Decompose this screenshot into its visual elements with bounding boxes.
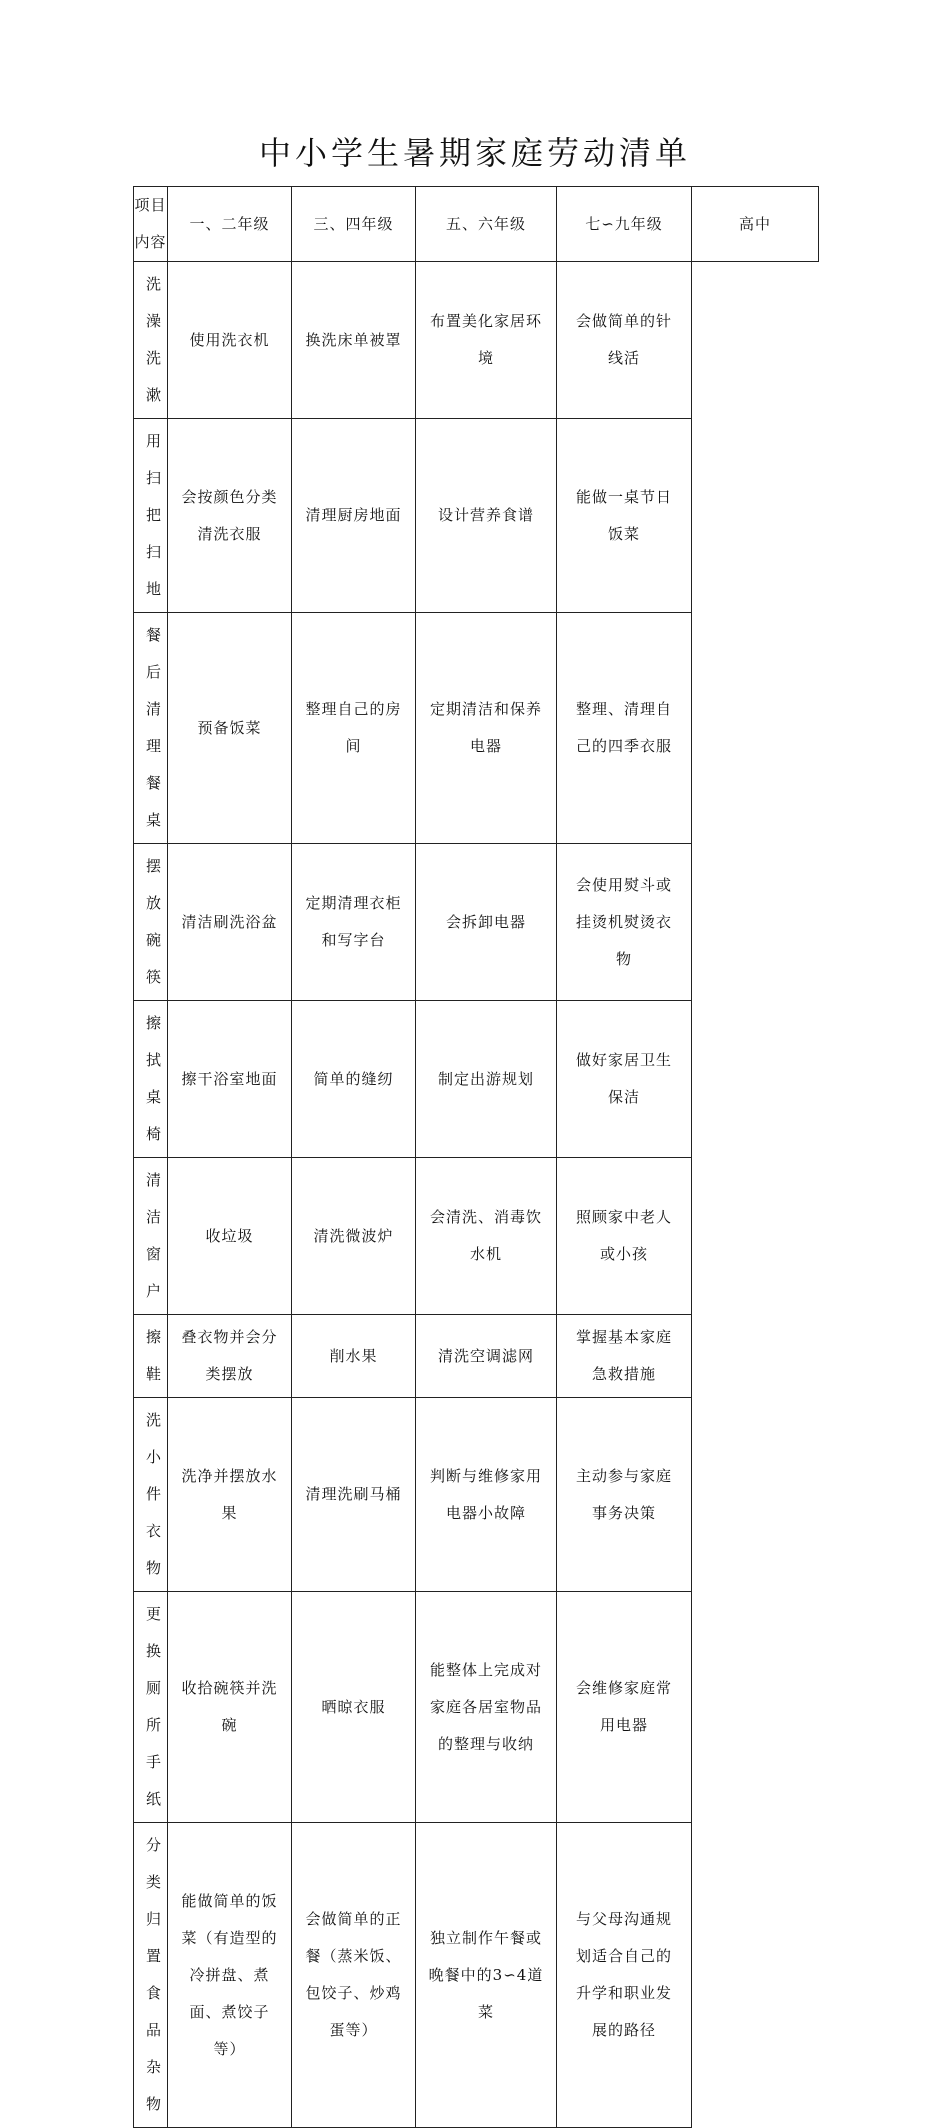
table-cell: 布置美化家居环境 — [416, 262, 557, 419]
table-cell: 削水果 — [292, 1315, 416, 1398]
table-cell: 擦干浴室地面 — [168, 1001, 292, 1158]
table-cell: 做好家居卫生保洁 — [557, 1001, 692, 1158]
table-row — [134, 1823, 819, 2128]
table-cell: 掌握基本家庭急救措施 — [557, 1315, 692, 1398]
table-cell: 洗澡洗漱 — [134, 262, 168, 419]
table-cell: 用扫把扫地 — [134, 419, 168, 613]
table-cell: 会做简单的针线活 — [557, 262, 692, 419]
table-cell: 清洗微波炉 — [292, 1158, 416, 1315]
table-cell: 会使用熨斗或挂烫机熨烫衣物 — [557, 844, 692, 1001]
table-cell: 清洗空调滤网 — [416, 1315, 557, 1398]
table-cell: 擦拭桌椅 — [134, 1001, 168, 1158]
table-row — [134, 1592, 819, 1823]
table-cell: 清理洗刷马桶 — [292, 1398, 416, 1592]
table-cell: 摆放碗筷 — [134, 844, 168, 1001]
table-cell: 能做简单的饭菜（有造型的冷拼盘、煮面、煮饺子等） — [168, 1823, 292, 2128]
header-grade-5-6: 五、六年级 — [416, 187, 557, 262]
table-cell: 会维修家庭常用电器 — [557, 1592, 692, 1823]
table-cell: 与父母沟通规划适合自己的升学和职业发展的路径 — [557, 1823, 692, 2128]
table-cell: 更换厕所手纸 — [134, 1592, 168, 1823]
table-cell: 会拆卸电器 — [416, 844, 557, 1001]
table-cell: 定期清理衣柜和写字台 — [292, 844, 416, 1001]
table-row — [134, 1315, 819, 1398]
header-high-school: 高中 — [692, 187, 819, 262]
table-cell: 预备饭菜 — [168, 613, 292, 844]
table-row — [134, 1158, 819, 1315]
table-cell: 整理自己的房间 — [292, 613, 416, 844]
table-cell: 洗净并摆放水果 — [168, 1398, 292, 1592]
table-cell: 会按颜色分类清洗衣服 — [168, 419, 292, 613]
table-cell: 清洁窗户 — [134, 1158, 168, 1315]
table-cell: 清洁刷洗浴盆 — [168, 844, 292, 1001]
table-row — [134, 419, 819, 613]
table-cell: 简单的缝纫 — [292, 1001, 416, 1158]
table-cell: 主动参与家庭事务决策 — [557, 1398, 692, 1592]
table-cell: 判断与维修家用电器小故障 — [416, 1398, 557, 1592]
table-row — [134, 613, 819, 844]
row-group-label: 项目内容 — [134, 196, 167, 251]
table-cell: 使用洗衣机 — [168, 262, 292, 419]
table-cell: 擦鞋 — [134, 1315, 168, 1398]
header-grade-1-2: 一、二年级 — [168, 187, 292, 262]
table-cell: 设计营养食谱 — [416, 419, 557, 613]
table-cell: 能做一桌节日饭菜 — [557, 419, 692, 613]
table-cell: 洗小件衣物 — [134, 1398, 168, 1592]
table-cell: 餐后清理餐桌 — [134, 613, 168, 844]
table-cell: 独立制作午餐或晚餐中的3∽4道菜 — [416, 1823, 557, 2128]
table-row — [134, 1001, 819, 1158]
header-grade-7-9: 七∽九年级 — [557, 187, 692, 262]
table-cell: 制定出游规划 — [416, 1001, 557, 1158]
row-group-label-cell — [134, 187, 168, 262]
page-title: 中小学生暑期家庭劳动清单 — [258, 134, 691, 172]
table-cell: 会清洗、消毒饮水机 — [416, 1158, 557, 1315]
table-cell: 会做简单的正餐（蒸米饭、包饺子、炒鸡蛋等） — [292, 1823, 416, 2128]
table-header-row — [134, 187, 819, 262]
table-cell: 能整体上完成对家庭各居室物品的整理与收纳 — [416, 1592, 557, 1823]
table-cell: 定期清洁和保养电器 — [416, 613, 557, 844]
labor-list-table — [133, 186, 819, 2128]
table-cell: 收垃圾 — [168, 1158, 292, 1315]
table-cell: 收拾碗筷并洗碗 — [168, 1592, 292, 1823]
header-grade-3-4: 三、四年级 — [292, 187, 416, 262]
table-cell: 分类归置食品杂物 — [134, 1823, 168, 2128]
table-cell: 照顾家中老人或小孩 — [557, 1158, 692, 1315]
table-row — [134, 262, 819, 419]
table-cell: 整理、清理自己的四季衣服 — [557, 613, 692, 844]
table-row — [134, 1398, 819, 1592]
table-cell: 叠衣物并会分类摆放 — [168, 1315, 292, 1398]
table-row — [134, 844, 819, 1001]
table-cell: 晒晾衣服 — [292, 1592, 416, 1823]
table-cell: 换洗床单被罩 — [292, 262, 416, 419]
table-cell: 清理厨房地面 — [292, 419, 416, 613]
